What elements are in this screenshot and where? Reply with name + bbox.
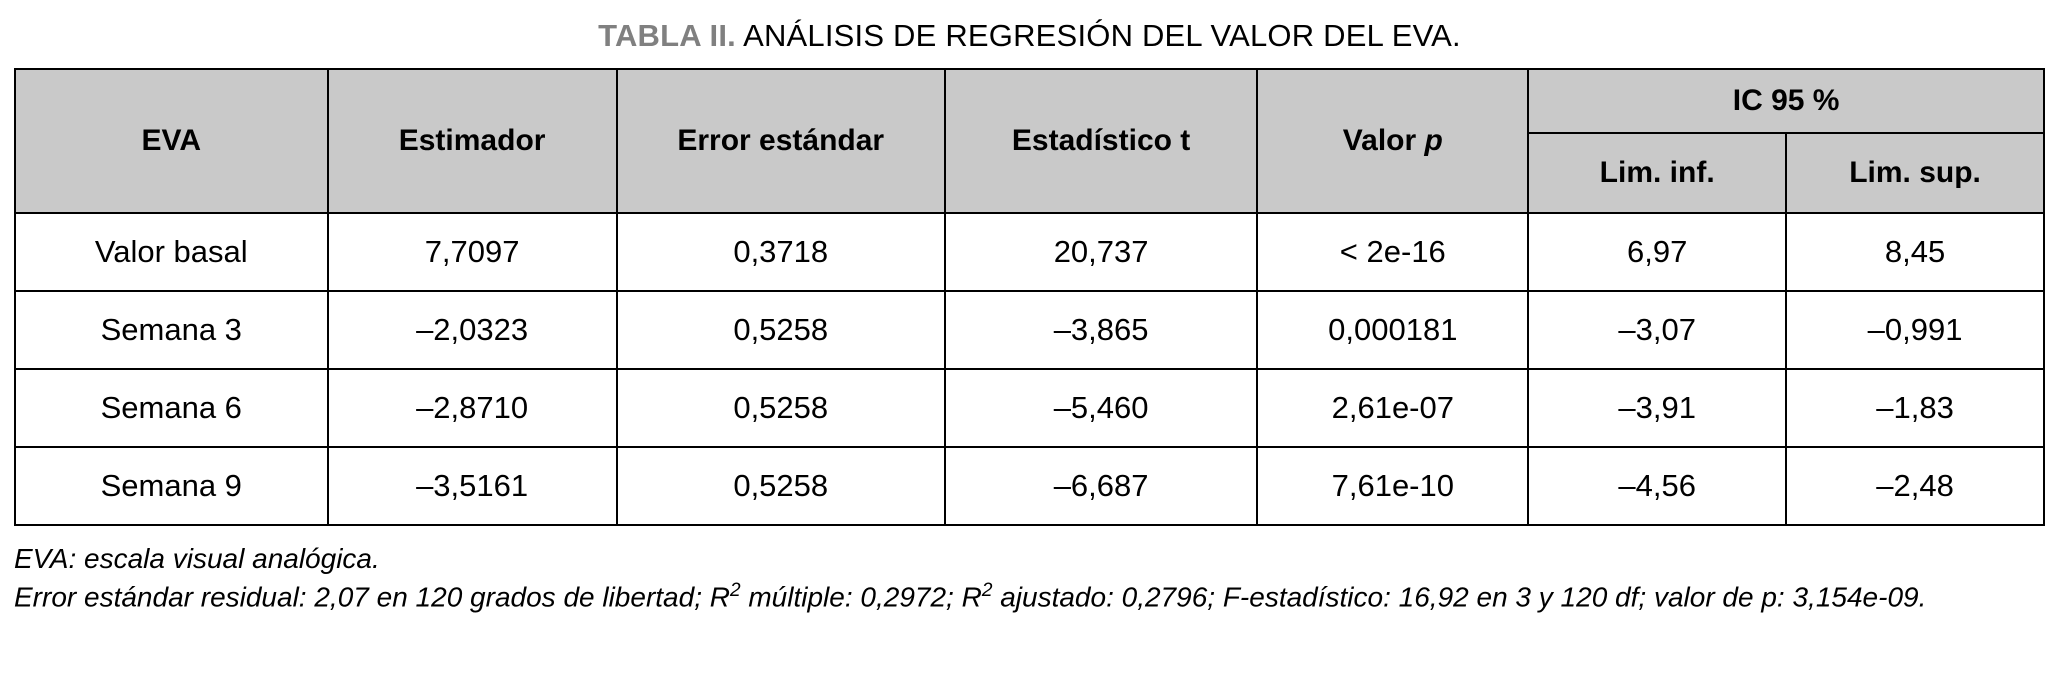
cell-estimador: –2,0323 [328, 291, 617, 369]
cell-estimador: –3,5161 [328, 447, 617, 525]
cell-p: 0,000181 [1257, 291, 1528, 369]
cell-lim-inf: –3,91 [1528, 369, 1786, 447]
cell-label: Semana 3 [15, 291, 328, 369]
cell-lim-inf: –3,07 [1528, 291, 1786, 369]
cell-error: 0,5258 [617, 369, 945, 447]
cell-lim-inf: 6,97 [1528, 213, 1786, 291]
cell-label: Semana 6 [15, 369, 328, 447]
header-estadistico-t: Estadístico t [945, 69, 1258, 213]
cell-t: 20,737 [945, 213, 1258, 291]
footnote-statistics [14, 578, 2045, 616]
cell-p: 2,61e-07 [1257, 369, 1528, 447]
table-row [15, 213, 2044, 291]
cell-lim-sup: –2,48 [1786, 447, 2044, 525]
header-valor-p-italic: p [1424, 124, 1443, 157]
cell-p: 7,61e-10 [1257, 447, 1528, 525]
footnote-part-3: ajustado: 0,2796; F-estadístico: 16,92 en 3 y 120 df; valor de p: 3,154e-09. [992, 581, 1927, 613]
cell-estimador: 7,7097 [328, 213, 617, 291]
footnote-abbreviation: EVA: escala visual analógica. [14, 543, 380, 574]
cell-t: –6,687 [945, 447, 1258, 525]
cell-error: 0,5258 [617, 291, 945, 369]
header-eva: EVA [15, 69, 328, 213]
table-header [15, 69, 2044, 213]
caption-text: ANÁLISIS DE REGRESIÓN DEL VALOR DEL EVA. [735, 18, 1461, 53]
table-body [15, 213, 2044, 525]
header-valor-p-prefix: Valor [1342, 124, 1425, 157]
footnote-part-2: múltiple: 0,2972; R [740, 581, 982, 613]
cell-label: Valor basal [15, 213, 328, 291]
table-row [15, 447, 2044, 525]
table-header-row-1 [15, 69, 2044, 133]
cell-lim-sup: –1,83 [1786, 369, 2044, 447]
header-lim-sup: Lim. sup. [1786, 133, 2044, 213]
header-ic-95: IC 95 % [1528, 69, 2044, 133]
header-estimador: Estimador [328, 69, 617, 213]
cell-error: 0,5258 [617, 447, 945, 525]
table-row [15, 291, 2044, 369]
regression-table [14, 68, 2045, 526]
footnote-sup-2: 2 [981, 579, 993, 601]
cell-p: < 2e-16 [1257, 213, 1528, 291]
cell-label: Semana 9 [15, 447, 328, 525]
cell-lim-sup: –0,991 [1786, 291, 2044, 369]
table-footnotes [14, 540, 2045, 616]
cell-estimador: –2,8710 [328, 369, 617, 447]
cell-lim-sup: 8,45 [1786, 213, 2044, 291]
footnote-sup-1: 2 [729, 579, 741, 601]
table-row [15, 369, 2044, 447]
table-caption [14, 18, 2045, 54]
cell-t: –3,865 [945, 291, 1258, 369]
footnote-part-1: Error estándar residual: 2,07 en 120 grados de libertad; R [14, 581, 730, 613]
cell-t: –5,460 [945, 369, 1258, 447]
header-valor-p [1257, 69, 1528, 213]
header-error-estandar: Error estándar [617, 69, 945, 213]
caption-label: TABLA II. [598, 18, 736, 53]
cell-lim-inf: –4,56 [1528, 447, 1786, 525]
cell-error: 0,3718 [617, 213, 945, 291]
header-lim-inf: Lim. inf. [1528, 133, 1786, 213]
